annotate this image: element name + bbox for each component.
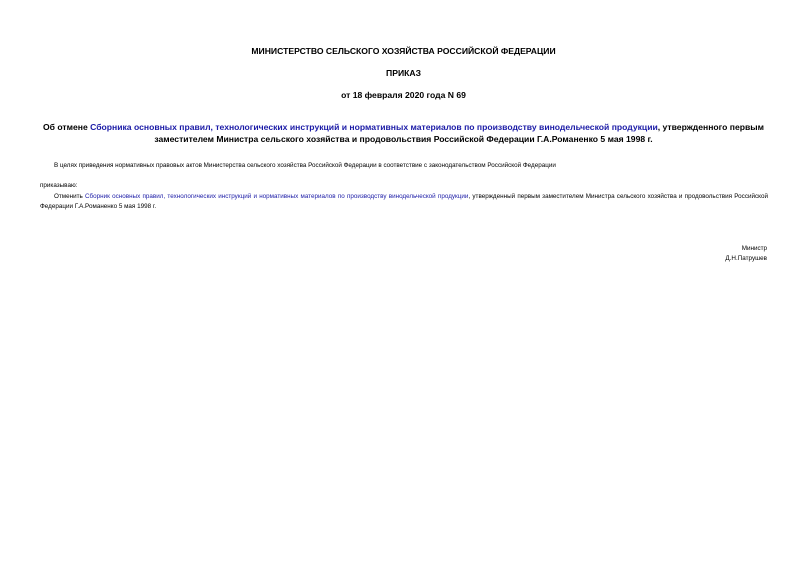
paragraph-prefix: Отменить — [54, 193, 85, 200]
ministry-name: МИНИСТЕРСТВО СЕЛЬСКОГО ХОЗЯЙСТВА РОССИЙСКОЙ ФЕДЕРАЦИИ — [251, 46, 556, 56]
document-date-number: от 18 февраля 2020 года N 69 — [341, 90, 466, 100]
order-paragraph — [40, 192, 768, 212]
title-prefix: Об отмене — [43, 122, 91, 132]
document-title — [40, 121, 767, 145]
signatory-name: Д.Н.Патрушев — [725, 255, 767, 262]
title-suffix: , утвержденного первым заместителем Министра сельского хозяйства и продовольствия Российской Федерации Г.А.Романенко 5 мая 1998 г. — [154, 122, 764, 144]
paragraph-suffix: , утвержденный первым заместителем Министра сельского хозяйства и продовольствия Российской Федерации Г.А.Романенко 5 мая 1998 г. — [40, 193, 768, 210]
signatory-position: Министр — [741, 245, 767, 252]
title-link[interactable]: Сборника основных правил, технологических инструкций и нормативных материалов по производству винодельческой продукции — [90, 122, 658, 132]
document-type: ПРИКАЗ — [386, 68, 421, 78]
preamble-text: В целях приведения нормативных правовых актов Министерства сельского хозяйства Российской Федерации в соответствие с законодательством Российской Федерации — [54, 162, 556, 169]
paragraph-link[interactable]: Сборник основных правил, технологических инструкций и нормативных материалов по производству винодельческой продукции — [85, 193, 469, 200]
orders-word: приказываю: — [40, 182, 78, 189]
